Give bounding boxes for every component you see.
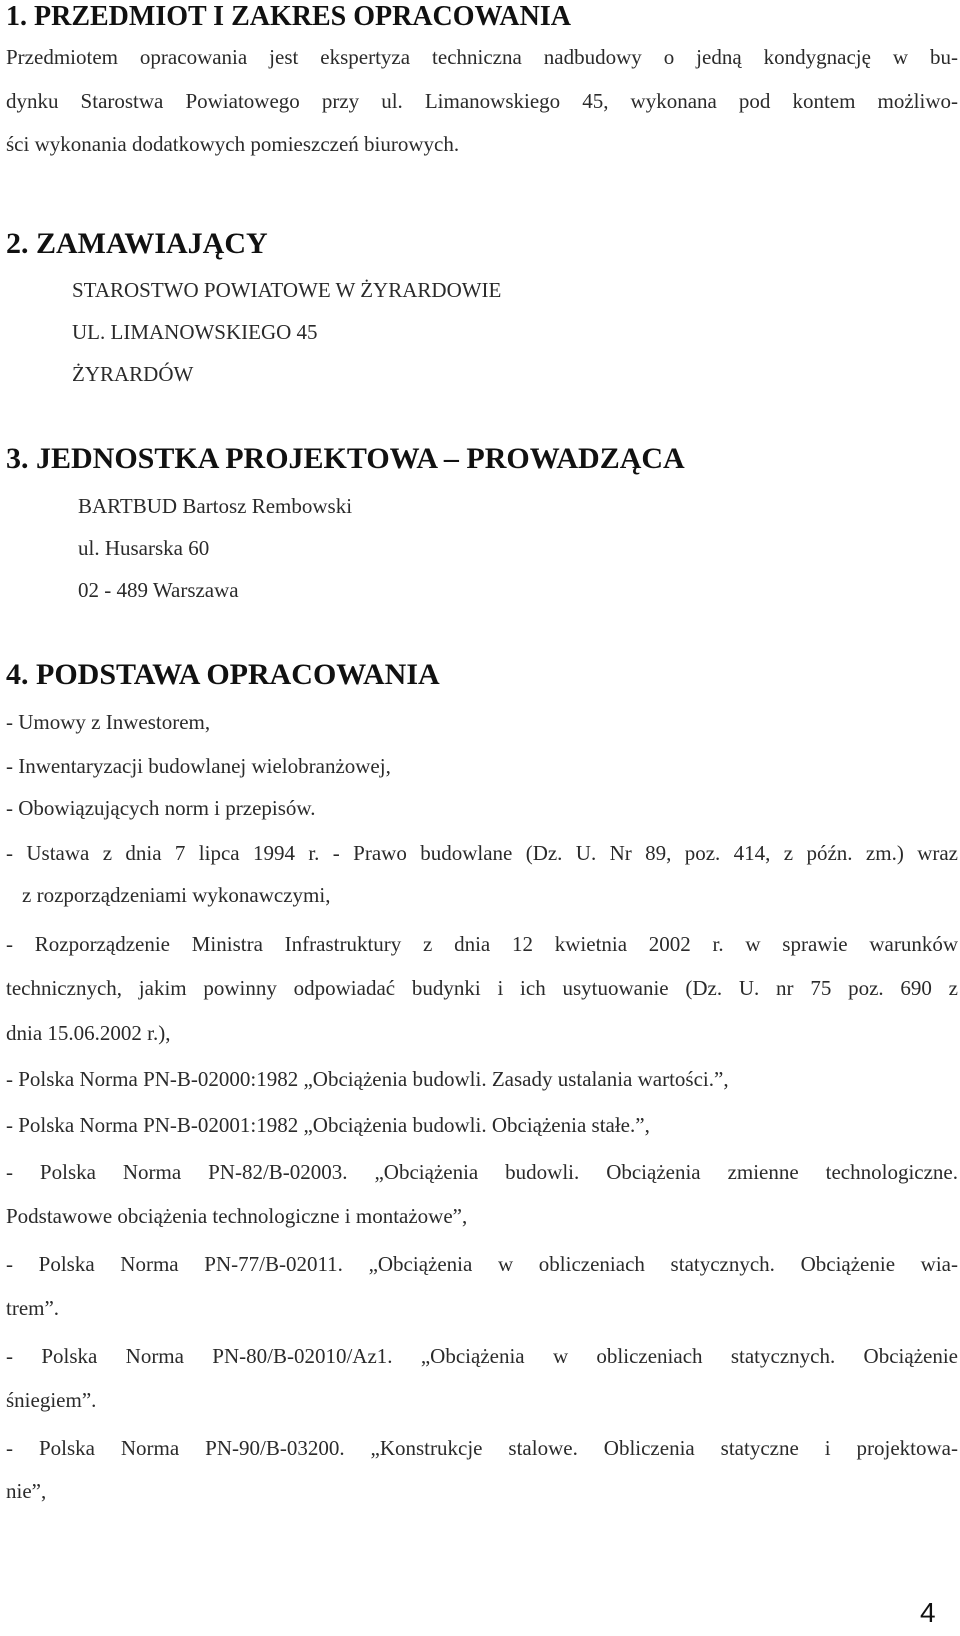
basis-item-continuation: technicznych, jakim powinny odpowiadać budynki i ich usytuowanie (Dz. U. nr 75 poz. 690 z [6, 976, 958, 1000]
section-1-line-1: Przedmiotem opracowania jest ekspertyza techniczna nadbudowy o jedną kondygnację w bu- [6, 45, 958, 69]
basis-item: - Polska Norma PN-90/B-03200. „Konstrukcje stalowe. Obliczenia statyczne i projektowa- [6, 1436, 958, 1460]
section-3-heading: 3. JEDNOSTKA PROJEKTOWA – PROWADZĄCA [6, 442, 685, 475]
section-4-heading: 4. PODSTAWA OPRACOWANIA [6, 658, 440, 691]
basis-item: - Polska Norma PN-B-02001:1982 „Obciążenia budowli. Obciążenia stałe.”, [6, 1113, 650, 1137]
basis-item-continuation: z rozporządzeniami wykonawczymi, [22, 883, 331, 907]
section-2-heading: 2. ZAMAWIAJĄCY [6, 227, 268, 260]
client-street: UL. LIMANOWSKIEGO 45 [72, 320, 318, 344]
basis-item: - Polska Norma PN-80/B-02010/Az1. „Obciążenia w obliczeniach statycznych. Obciążenie [6, 1344, 958, 1368]
basis-item-continuation: śniegiem”. [6, 1388, 97, 1412]
basis-item-continuation: nie”, [6, 1479, 47, 1503]
section-1-line-3: ści wykonania dodatkowych pomieszczeń biurowych. [6, 132, 460, 156]
basis-item: - Polska Norma PN-B-02000:1982 „Obciążenia budowli. Zasady ustalania wartości.”, [6, 1067, 729, 1091]
basis-item: - Obowiązujących norm i przepisów. [6, 796, 316, 820]
basis-item-continuation: Podstawowe obciążenia technologiczne i montażowe”, [6, 1204, 468, 1228]
basis-item: - Rozporządzenie Ministra Infrastruktury z dnia 12 kwietnia 2002 r. w sprawie warunków [6, 932, 958, 956]
designer-name: BARTBUD Bartosz Rembowski [78, 494, 353, 518]
section-1-line-2: dynku Starostwa Powiatowego przy ul. Limanowskiego 45, wykonana pod kontem możliwo- [6, 89, 958, 113]
designer-street: ul. Husarska 60 [78, 536, 210, 560]
client-city: ŻYRARDÓW [72, 362, 194, 386]
basis-item-continuation: dnia 15.06.2002 r.), [6, 1021, 171, 1045]
basis-item: - Polska Norma PN-82/B-02003. „Obciążenia budowli. Obciążenia zmienne technologiczne. [6, 1160, 958, 1184]
page-number: 4 [920, 1597, 936, 1628]
section-1-heading: 1. PRZEDMIOT I ZAKRES OPRACOWANIA [6, 1, 571, 32]
basis-item: - Inwentaryzacji budowlanej wielobranżowej, [6, 754, 391, 778]
basis-item: - Ustawa z dnia 7 lipca 1994 r. - Prawo budowlane (Dz. U. Nr 89, poz. 414, z późn. zm.) wraz [6, 841, 958, 865]
client-name: STAROSTWO POWIATOWE W ŻYRARDOWIE [72, 278, 502, 302]
basis-item-continuation: trem”. [6, 1296, 60, 1320]
basis-item: - Polska Norma PN-77/B-02011. „Obciążenia w obliczeniach statycznych. Obciążenie wia- [6, 1252, 958, 1276]
designer-city: 02 - 489 Warszawa [78, 578, 239, 602]
basis-item: - Umowy z Inwestorem, [6, 710, 211, 734]
